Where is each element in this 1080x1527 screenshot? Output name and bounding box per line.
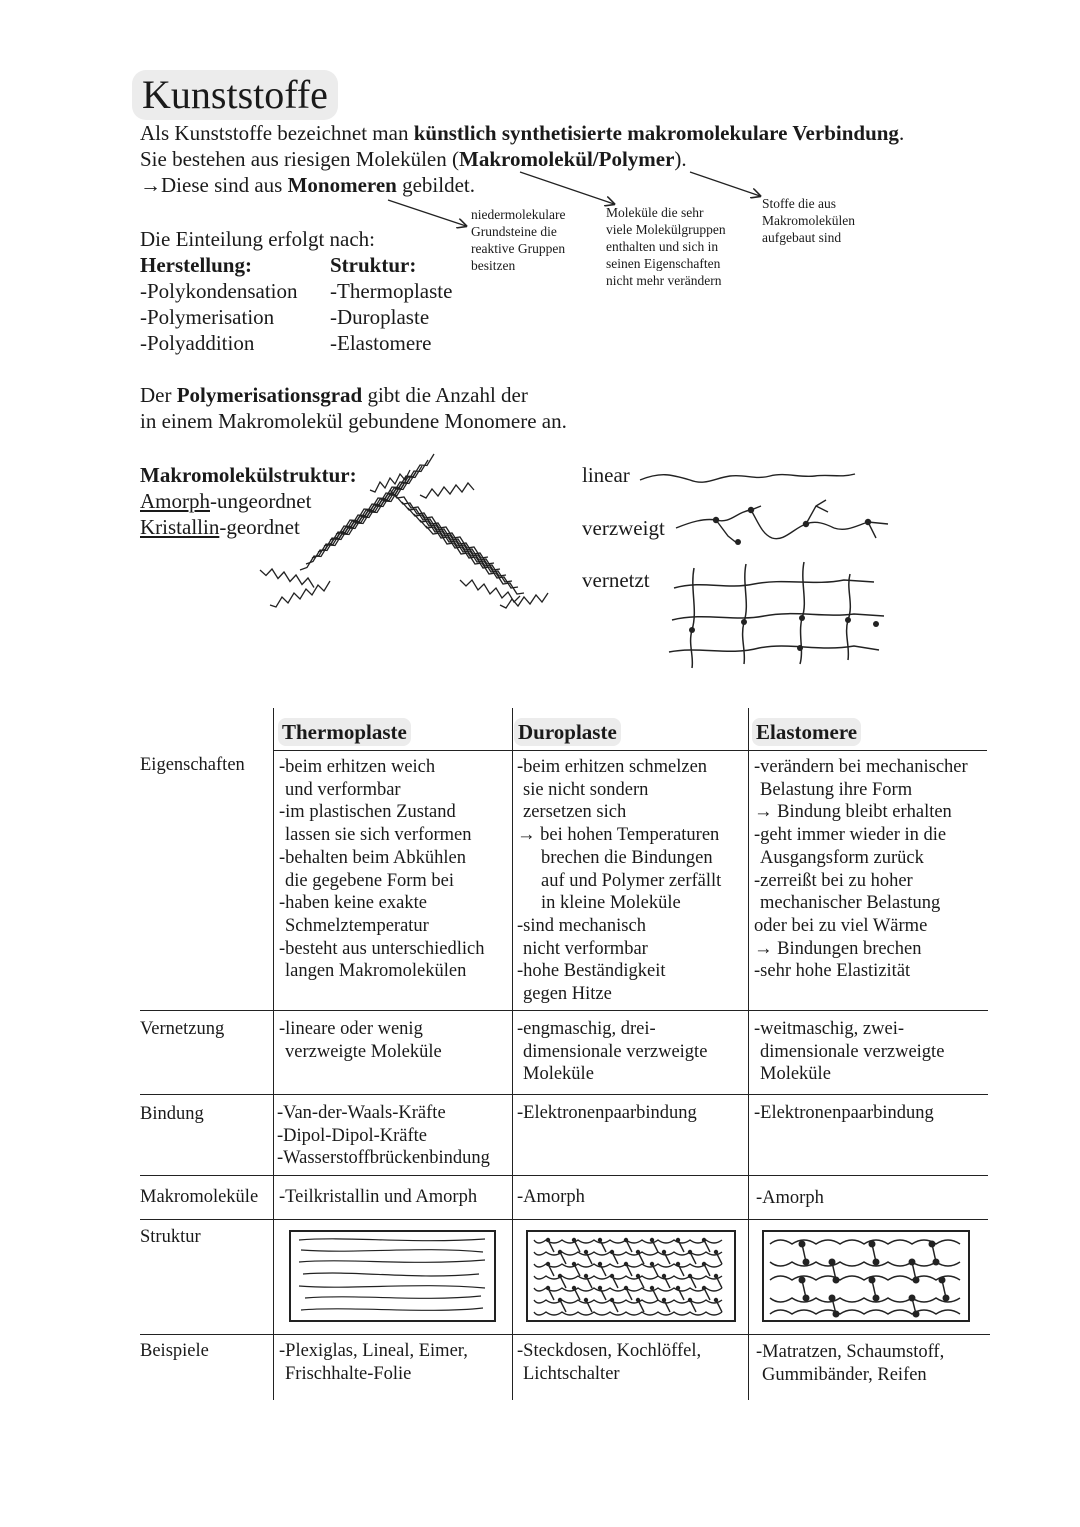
note-polymer: Stoffe die aus Makromolekülen aufgebaut sind — [762, 196, 855, 245]
table-hline-head — [273, 750, 987, 751]
table-hline-3 — [140, 1175, 988, 1176]
row-label-makromolekuele: Makromoleküle — [140, 1187, 259, 1207]
linear-chain-sketch — [640, 462, 870, 492]
amorph-kristallin-sketch — [260, 470, 580, 630]
table-hline-5 — [140, 1334, 990, 1335]
struktur-elasto-sketch — [762, 1230, 970, 1322]
struktur-thermo-sketch — [289, 1230, 496, 1322]
cell-beispiele-elasto: -Matratzen, Schaumstoff, Gummibänder, Reifen — [756, 1342, 945, 1385]
table-vline-3 — [748, 708, 749, 1400]
cell-makromolekuele-elasto: -Amorph — [756, 1188, 824, 1208]
intro-line-2: Sie bestehen aus riesigen Molekülen (Makromolekül/Polymer). — [140, 147, 687, 171]
note-monomer: niedermolekulare Grundsteine die reaktive Gruppen besitzen — [471, 207, 566, 273]
makrostruktur-text: Makromolekülstruktur: Amorph-ungeordnet Kristallin-geordnet — [140, 463, 357, 539]
cell-eigenschaften-thermo: -beim erhitzen weich und verformbar -im plastischen Zustand lassen sie sich verformen -behalten beim Abkühlen die gegebene Form bei -haben keine exakte Schmelztemperatur -besteht aus unterschiedlich langen Makromolekülen — [279, 757, 485, 982]
cell-bindung-duro: -Elektronenpaarbindung — [517, 1103, 697, 1123]
label-vernetzt: vernetzt — [582, 568, 650, 592]
table-vline-1 — [273, 708, 274, 1400]
cell-vernetzung-duro: -engmaschig, drei- dimensionale verzweigte Moleküle — [517, 1019, 708, 1085]
row-label-beispiele: Beispiele — [140, 1341, 209, 1361]
struktur-duro-sketch — [526, 1230, 736, 1322]
cell-bindung-elasto: -Elektronenpaarbindung — [754, 1103, 934, 1123]
cell-vernetzung-elasto: -weitmaschig, zwei- dimensionale verzweigte Moleküle — [754, 1019, 945, 1085]
polymerisationsgrad-text: Der Polymerisationsgrad gibt die Anzahl der in einem Makromolekül gebundene Monomere an. — [140, 383, 567, 433]
cell-eigenschaften-elasto: -verändern bei mechanischer Belastung ihre Form → Bindung bleibt erhalten -geht immer wieder in die Ausgangsform zurück -zerreißt bei zu hoher mechanischer Belastung oder bei zu viel Wärme → Bindungen brechen -sehr hohe Elastizität — [754, 757, 968, 982]
cell-bindung-thermo: -Van-der-Waals-Kräfte -Dipol-Dipol-Kräfte -Wasserstoffbrückenbindung — [277, 1103, 490, 1169]
cell-beispiele-thermo: -Plexiglas, Lineal, Eimer, Frischhalte-Folie — [279, 1341, 468, 1384]
row-label-eigenschaften: Eigenschaften — [140, 755, 245, 775]
cell-beispiele-duro: -Steckdosen, Kochlöffel, Lichtschalter — [517, 1341, 702, 1384]
table-vline-2 — [512, 708, 513, 1400]
cell-vernetzung-thermo: -lineare oder wenig verzweigte Moleküle — [279, 1019, 442, 1062]
cell-eigenschaften-duro: -beim erhitzen schmelzen sie nicht sondern zersetzen sich → bei hohen Temperaturen brechen die Bindungen auf und Polymer zerfällt in kleine Moleküle -sind mechanisch nicht verformbar -hohe Beständigkeit gegen Hitze — [517, 757, 722, 1005]
intro-line-3: →Diese sind aus Monomeren gebildet. — [140, 173, 475, 197]
table-hline-1 — [140, 1010, 988, 1011]
cell-makromolekuele-duro: -Amorph — [517, 1187, 585, 1207]
label-verzweigt: verzweigt — [582, 516, 665, 540]
table-hline-4 — [140, 1219, 988, 1220]
header-elastomere: Elastomere — [752, 718, 861, 746]
intro-line-1: Als Kunststoffe bezeichnet man künstlich synthetisierte makromolekulare Verbindung. — [140, 121, 905, 145]
row-label-bindung: Bindung — [140, 1104, 204, 1124]
row-label-vernetzung: Vernetzung — [140, 1019, 225, 1039]
header-thermoplaste: Thermoplaste — [278, 718, 411, 746]
struktur-list: Struktur: -Thermoplaste -Duroplaste -Elastomere — [330, 253, 453, 355]
verzweigt-chain-sketch — [676, 498, 906, 558]
row-label-struktur: Struktur — [140, 1227, 201, 1247]
vernetzt-chain-sketch — [664, 560, 894, 670]
page-title: Kunststoffe — [132, 70, 338, 120]
herstellung-list: Herstellung: -Polykondensation -Polymerisation -Polyaddition — [140, 253, 298, 355]
label-linear: linear — [582, 463, 630, 487]
table-hline-2 — [140, 1094, 988, 1095]
header-duroplaste: Duroplaste — [514, 718, 621, 746]
cell-makromolekuele-thermo: -Teilkristallin und Amorph — [279, 1187, 478, 1207]
einteilung-heading: Die Einteilung erfolgt nach: — [140, 227, 376, 251]
note-makromolekuel: Moleküle die sehr viele Molekülgruppen enthalten und sich in seinen Eigenschaften nicht mehr verändern — [606, 205, 726, 288]
